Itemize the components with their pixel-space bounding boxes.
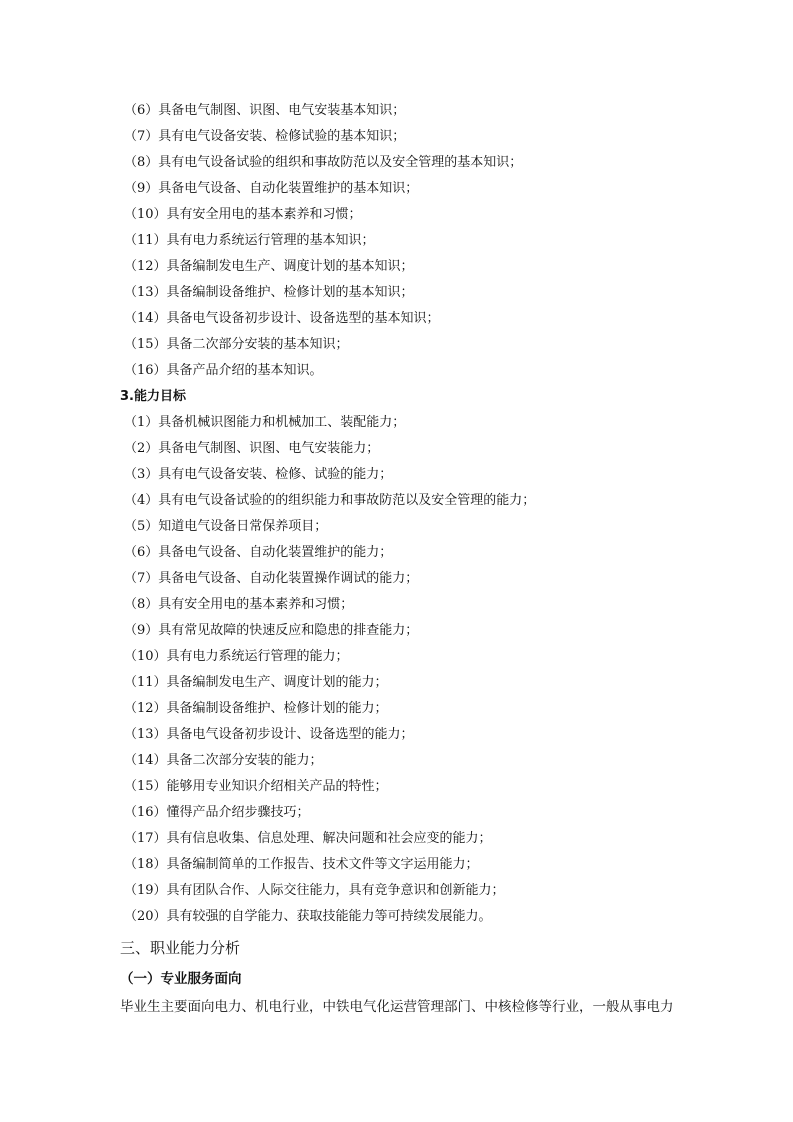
ability-item: （5）知道电气设备日常保养项目；: [124, 519, 328, 534]
ability-item: （7）具备电气设备、自动化装置操作调试的能力；: [124, 571, 419, 586]
knowledge-item: （14）具备电气设备初步设计、设备选型的基本知识；: [124, 311, 440, 326]
ability-item: （2）具备电气制图、识图、电气安装能力；: [124, 441, 380, 456]
knowledge-item: （11）具有电力系统运行管理的基本知识；: [124, 233, 375, 248]
ability-item: （6）具备电气设备、自动化装置维护的能力；: [124, 545, 393, 560]
knowledge-item: （13）具备编制设备维护、检修计划的基本知识；: [124, 285, 414, 300]
ability-list: [118, 410, 718, 930]
ability-item: （1）具备机械识图能力和机械加工、装配能力；: [124, 415, 406, 430]
knowledge-item: （12）具备编制发电生产、调度计划的基本知识；: [124, 259, 414, 274]
section-heading: 三、职业能力分析: [120, 939, 241, 957]
ability-item: （16）懂得产品介绍步骤技巧；: [124, 805, 310, 820]
knowledge-item: （8）具有电气设备试验的组织和事故防范以及安全管理的基本知识；: [124, 155, 523, 170]
knowledge-list: [118, 98, 718, 384]
knowledge-item: （9）具备电气设备、自动化装置维护的基本知识；: [124, 181, 419, 196]
ability-item: （4）具有电气设备试验的的组织能力和事故防范以及安全管理的能力；: [124, 493, 536, 508]
subsection-heading: （一）专业服务面向: [120, 971, 242, 987]
ability-item: （9）具有常见故障的快速反应和隐患的排查能力；: [124, 623, 419, 638]
ability-item: （19）具有团队合作、人际交往能力，具有竞争意识和创新能力；: [124, 883, 505, 898]
ability-item: （14）具备二次部分安装的能力；: [124, 753, 323, 768]
ability-item: （11）具备编制发电生产、调度计划的能力；: [124, 675, 388, 690]
knowledge-item: （16）具备产品介绍的基本知识。: [124, 363, 323, 378]
ability-heading: 3.能力目标: [120, 389, 186, 404]
body-paragraph: 毕业生主要面向电力、机电行业，中铁电气化运营管理部门、中核检修等行业，一般从事电力: [120, 999, 674, 1015]
knowledge-item: （10）具有安全用电的基本素养和习惯；: [124, 207, 362, 222]
page-content: [118, 98, 718, 1020]
knowledge-item: （15）具备二次部分安装的基本知识；: [124, 337, 349, 352]
ability-item: （15）能够用专业知识介绍相关产品的特性；: [124, 779, 388, 794]
ability-item: （8）具有安全用电的基本素养和习惯；: [124, 597, 354, 612]
ability-item: （20）具有较强的自学能力、获取技能能力等可持续发展能力。: [124, 909, 492, 924]
ability-item: （3）具有电气设备安装、检修、试验的能力；: [124, 467, 393, 482]
knowledge-item: （7）具有电气设备安装、检修试验的基本知识；: [124, 129, 406, 144]
ability-item: （17）具有信息收集、信息处理、解决问题和社会应变的能力；: [124, 831, 492, 846]
ability-item: （18）具备编制简单的工作报告、技术文件等文字运用能力；: [124, 857, 479, 872]
knowledge-item: （6）具备电气制图、识图、电气安装基本知识；: [124, 103, 406, 118]
ability-item: （12）具备编制设备维护、检修计划的能力；: [124, 701, 388, 716]
ability-item: （10）具有电力系统运行管理的能力；: [124, 649, 349, 664]
ability-item: （13）具备电气设备初步设计、设备选型的能力；: [124, 727, 414, 742]
